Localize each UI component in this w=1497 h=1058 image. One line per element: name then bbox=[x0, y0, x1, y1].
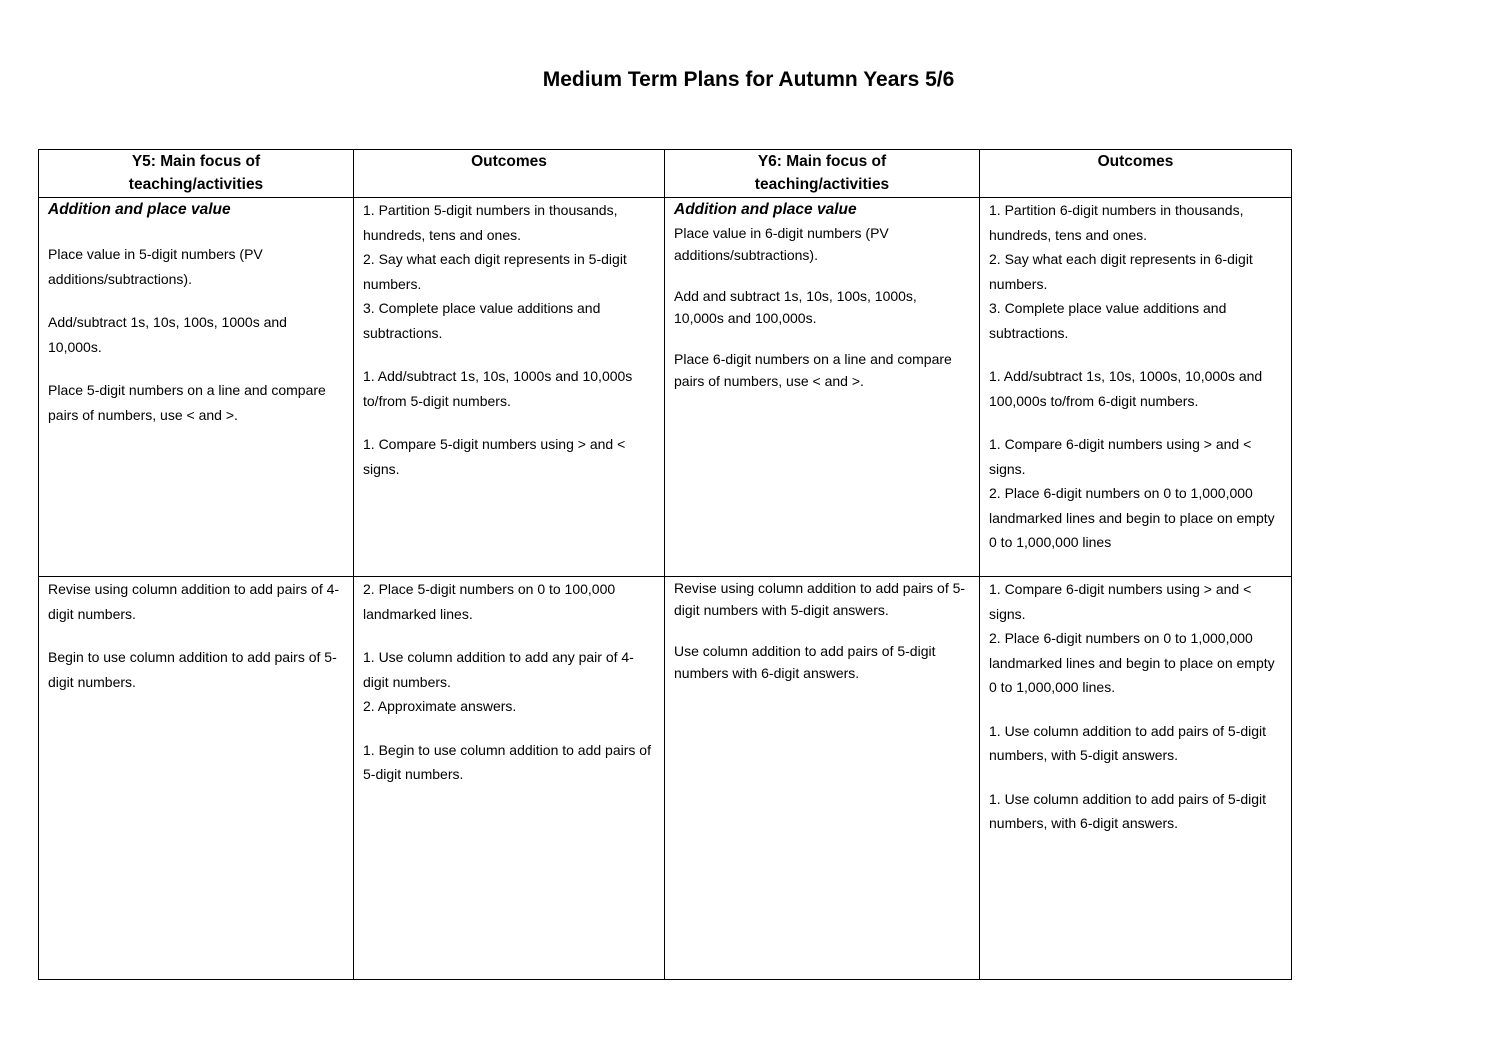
outcome-item: 1. Use column addition to add pairs of 5-digit numbers, with 5-digit answers. bbox=[989, 722, 1267, 763]
cell-y5-outcomes bbox=[354, 198, 665, 577]
header-y5-outcomes: Outcomes bbox=[354, 150, 665, 198]
outcome-item: 2. Say what each digit represents in 6-digit numbers. bbox=[989, 251, 1253, 292]
cell-y6-outcomes bbox=[980, 198, 1292, 577]
cell-y6-focus bbox=[665, 198, 980, 577]
focus-paragraph: Use column addition to add pairs of 5-digit numbers with 6-digit answers. bbox=[674, 643, 936, 681]
header-y6-focus: Y6: Main focus of teaching/activities bbox=[665, 150, 980, 198]
cell-y5-outcomes bbox=[354, 577, 665, 980]
outcome-item: 1. Add/subtract 1s, 10s, 1000s, 10,000s and 100,000s to/from 6-digit numbers. bbox=[989, 368, 1263, 409]
cell-y5-focus bbox=[39, 198, 354, 577]
outcome-item: 1. Compare 5-digit numbers using > and < signs. bbox=[363, 436, 626, 477]
header-row bbox=[39, 150, 1292, 198]
outcome-item: 1. Compare 6-digit numbers using > and < signs. bbox=[989, 436, 1252, 477]
header-y5-focus: Y5: Main focus of teaching/activities bbox=[39, 150, 354, 198]
outcome-item: 1. Begin to use column addition to add pairs of 5-digit numbers. bbox=[363, 741, 651, 782]
outcome-item: 2. Say what each digit represents in 5-digit numbers. bbox=[363, 251, 627, 292]
header-y6-outcomes: Outcomes bbox=[980, 150, 1292, 198]
focus-paragraph: Add/subtract 1s, 10s, 100s, 1000s and 10,000s. bbox=[48, 314, 287, 355]
outcome-item: 2. Place 6-digit numbers on 0 to 1,000,000 landmarked lines and begin to place on empty 0 to 1,000,000 lines. bbox=[989, 630, 1275, 695]
focus-paragraph: Begin to use column addition to add pairs of 5-digit numbers. bbox=[48, 649, 337, 690]
cell-y6-outcomes bbox=[980, 577, 1292, 980]
cell-y6-focus bbox=[665, 577, 980, 980]
focus-paragraph: Place 6-digit numbers on a line and compare pairs of numbers, use < and >. bbox=[674, 351, 952, 389]
outcome-item: 1. Use column addition to add any pair of 4-digit numbers. bbox=[363, 649, 634, 690]
focus-paragraph: Revise using column addition to add pairs of 4-digit numbers. bbox=[48, 581, 340, 622]
outcome-item: 1. Add/subtract 1s, 10s, 1000s and 10,000s to/from 5-digit numbers. bbox=[363, 368, 633, 409]
outcome-item: 2. Place 6-digit numbers on 0 to 1,000,000 landmarked lines and begin to place on empty 0 to 1,000,000 lines bbox=[989, 485, 1275, 550]
focus-paragraph: Place value in 5-digit numbers (PV additions/subtractions). bbox=[48, 246, 263, 287]
outcome-item: 1. Partition 5-digit numbers in thousands, hundreds, tens and ones. bbox=[363, 202, 618, 243]
section-heading: Addition and place value bbox=[674, 201, 857, 218]
focus-paragraph: Place 5-digit numbers on a line and compare pairs of numbers, use < and >. bbox=[48, 382, 326, 423]
focus-paragraph: Revise using column addition to add pairs of 5-digit numbers with 5-digit answers. bbox=[674, 580, 966, 618]
outcome-item: 2. Place 5-digit numbers on 0 to 100,000 landmarked lines. bbox=[363, 581, 616, 622]
outcome-item: 3. Complete place value additions and subtractions. bbox=[363, 300, 601, 341]
section-heading: Addition and place value bbox=[48, 201, 231, 218]
focus-paragraph: Add and subtract 1s, 10s, 100s, 1000s, 10,000s and 100,000s. bbox=[674, 288, 917, 326]
outcome-item: 1. Use column addition to add pairs of 5-digit numbers, with 6-digit answers. bbox=[989, 790, 1267, 831]
medium-term-plan-table bbox=[38, 149, 1292, 980]
table-row bbox=[39, 198, 1292, 577]
focus-paragraph: Place value in 6-digit numbers (PV additions/subtractions). bbox=[674, 225, 889, 263]
outcome-item: 1. Compare 6-digit numbers using > and < signs. bbox=[989, 581, 1252, 622]
cell-y5-focus bbox=[39, 577, 354, 980]
outcome-item: 3. Complete place value additions and subtractions. bbox=[989, 300, 1227, 341]
outcome-item: 2. Approximate answers. bbox=[363, 698, 517, 714]
table-row bbox=[39, 577, 1292, 980]
outcome-item: 1. Partition 6-digit numbers in thousands, hundreds, tens and ones. bbox=[989, 202, 1244, 243]
page-title: Medium Term Plans for Autumn Years 5/6 bbox=[542, 68, 955, 91]
